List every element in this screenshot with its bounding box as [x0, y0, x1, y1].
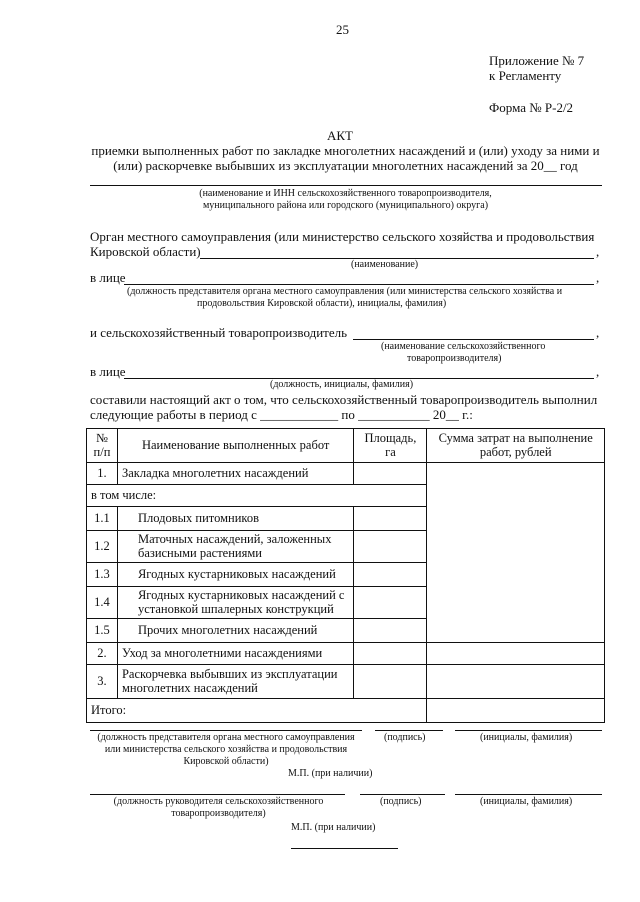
row-num: 1. [87, 463, 118, 485]
authority-comma: , [596, 244, 600, 259]
row-num: 1.5 [87, 619, 118, 643]
producer-caption-line2: муниципального района или городского (муниципального) округа) [202, 200, 489, 211]
statement-line2: следующие работы в период с ____________ по ___________ 20__ г.: [90, 407, 473, 422]
row-name: Уход за многолетними насаждениями [117, 643, 353, 665]
area-cell[interactable] [354, 463, 427, 485]
sign2-signature-caption: (подпись) [380, 796, 422, 807]
sum-cell[interactable] [427, 665, 605, 699]
sign2-initials-caption: (инициалы, фамилия) [480, 796, 573, 807]
table-row [87, 643, 605, 665]
sum-cell-planting[interactable] [427, 463, 605, 643]
row-name: Прочих многолетних насаждений [117, 619, 353, 643]
sign1-position-line2: или министерства сельского хозяйства и продовольствия [104, 744, 348, 755]
area-cell[interactable] [354, 563, 427, 587]
representative-caption-line1: (должность представителя органа местного самоуправления (или министерства сельского хозяйства и [127, 286, 563, 297]
table-total-row [87, 699, 605, 723]
sign1-signature-caption: (подпись) [384, 732, 426, 743]
producer-comma: , [596, 325, 600, 340]
table-header-row [87, 429, 605, 463]
authority-position-line[interactable] [90, 730, 362, 731]
area-cell[interactable] [354, 643, 427, 665]
sign2-position-line1: (должность руководителя сельскохозяйственного [113, 796, 324, 807]
in-person-label-2: в лице [90, 364, 126, 379]
sign1-position-line1: (должность представителя органа местного самоуправления [97, 732, 355, 743]
area-cell[interactable] [354, 531, 427, 563]
statement-line1: составили настоящий акт о том, что сельскохозяйственный товаропроизводитель выполнил [90, 392, 598, 407]
row-name: Закладка многолетних насаждений [117, 463, 353, 485]
producer-caption-line1: (наименование и ИНН сельскохозяйственного товаропроизводителя, [199, 188, 492, 199]
appendix-line1: Приложение № 7 [489, 53, 585, 68]
row-name: Маточных насаждений, заложенных базисными растениями [117, 531, 353, 563]
row-name: Ягодных кустарниковых насаждений с установкой шпалерных конструкций [117, 587, 353, 619]
producer-field-caption-line2: товаропроизводителя) [407, 353, 502, 364]
total-label: Итого: [87, 699, 427, 723]
form-label: Форма № Р-2/2 [489, 100, 574, 115]
header-name: Наименование выполненных работ [117, 429, 353, 463]
table-row [87, 463, 605, 485]
table-row [87, 665, 605, 699]
head-signature-line[interactable] [360, 794, 445, 795]
title-line2: (или) раскорчевке выбывших из эксплуатации многолетних насаждений за 20__ год [113, 158, 578, 173]
in-person-label-1: в лице [90, 270, 126, 285]
sign1-initials-caption: (инициалы, фамилия) [480, 732, 573, 743]
sign1-position-line3: Кировской области) [183, 756, 269, 767]
sign2-stamp: М.П. (при наличии) [291, 822, 376, 833]
authority-initials-line[interactable] [455, 730, 602, 731]
total-sum-cell[interactable] [427, 699, 605, 723]
document-title: АКТ [327, 128, 353, 143]
area-cell[interactable] [354, 507, 427, 531]
representative-line[interactable] [124, 284, 594, 285]
authority-caption: (наименование) [351, 259, 419, 270]
row-num: 1.1 [87, 507, 118, 531]
bottom-line [291, 848, 398, 849]
header-num: № п/п [87, 429, 118, 463]
producer-line[interactable] [353, 339, 594, 340]
row-name: Плодовых питомников [117, 507, 353, 531]
producer-name-line[interactable] [90, 185, 602, 186]
row-num: 3. [87, 665, 118, 699]
authority-line2: Кировской области) [90, 244, 201, 259]
area-cell[interactable] [354, 665, 427, 699]
sign2-position-line2: товаропроизводителя) [171, 808, 266, 819]
row-num: 1.2 [87, 531, 118, 563]
authority-signature-line[interactable] [375, 730, 443, 731]
representative-caption-line2: продовольствия Кировской области), инициалы, фамилия) [197, 298, 447, 309]
row-num: 2. [87, 643, 118, 665]
sum-cell[interactable] [427, 643, 605, 665]
row-num: 1.3 [87, 563, 118, 587]
producer-field-caption-line1: (наименование сельскохозяйственного [381, 341, 546, 352]
title-line1: приемки выполненных работ по закладке многолетних насаждений и (или) уходу за ними и [91, 143, 600, 158]
head-initials-line[interactable] [455, 794, 602, 795]
row-num: 1.4 [87, 587, 118, 619]
area-cell[interactable] [354, 619, 427, 643]
row-name: Раскорчевка выбывших из эксплуатации многолетних насаждений [117, 665, 353, 699]
in-person-comma-1: , [596, 270, 600, 285]
page-number: 25 [336, 22, 349, 37]
works-table [86, 428, 605, 723]
header-sum: Сумма затрат на выполнение работ, рублей [427, 429, 605, 463]
sign1-stamp: М.П. (при наличии) [288, 768, 373, 779]
area-cell[interactable] [354, 587, 427, 619]
head-position-line[interactable] [90, 794, 345, 795]
row-name: в том числе: [87, 485, 427, 507]
appendix-line2: к Регламенту [489, 68, 562, 83]
producer-label: и сельскохозяйственный товаропроизводитель [90, 325, 348, 340]
header-area: Площадь, га [354, 429, 427, 463]
in-person-comma-2: , [596, 364, 600, 379]
authority-line1: Орган местного самоуправления (или министерство сельского хозяйства и продовольствия [90, 229, 595, 244]
row-name: Ягодных кустарниковых насаждений [117, 563, 353, 587]
producer-representative-caption: (должность, инициалы, фамилия) [270, 379, 414, 390]
